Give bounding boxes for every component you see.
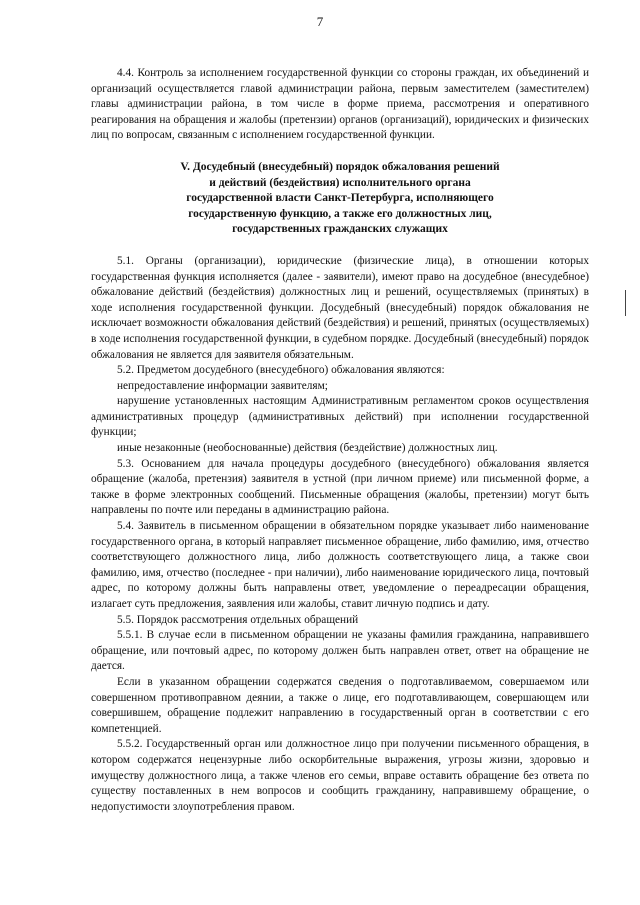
scan-edge-mark (625, 290, 626, 316)
paragraph-5-2: 5.2. Предметом досудебного (внесудебного) обжалования являются: (117, 364, 445, 377)
list-item: нарушение установленных настоящим Административным регламентом сроков осуществления административных процедур (административных действий) при исполнении государственной функции; (91, 395, 589, 439)
paragraph-4-4: 4.4. Контроль за исполнением государственной функции со стороны граждан, их объединений и организаций осуществляется главой администрации района, первым заместителем (заместителем) главы администрации района, в том числе в форме приема, рассмотрения и оперативного реагирования на обращения и жалобы (претензии) органов (организаций), юридических и физических лиц по вопросам, связанным с исполнением государственной функции. (91, 67, 589, 142)
page-number: 7 (316, 14, 324, 29)
section-heading-line: государственную функцию, а также его должностных лиц, (188, 207, 492, 220)
paragraph-5-5: 5.5. Порядок рассмотрения отдельных обращений (117, 613, 359, 626)
section-heading-line: государственной власти Санкт-Петербурга, исполняющего (186, 192, 494, 205)
paragraph-5-3: 5.3. Основанием для начала процедуры досудебного (внесудебного) обжалования является обращение (жалоба, претензия) заявителя в устной (при личном приеме) или письменной форме, а также в форме электронных сообщений. Письменные обращения (жалобы, претензии) могут быть направлены по почте или переданы в администрацию района. (91, 457, 589, 517)
paragraph-5-5-2: 5.5.2. Государственный орган или должностное лицо при получении письменного обращения, в котором содержатся нецензурные либо оскорбительные выражения, угрозы жизни, здоровью и имуществу должностного лица, а также членов его семьи, вправе оставить обращение без ответа по существу поставленных в нем вопросов и сообщить гражданину, направившему обращение, о недопустимости злоупотребления правом. (91, 738, 589, 813)
section-heading-line: и действий (бездействия) исполнительного органа (209, 176, 471, 189)
list-item: иные незаконные (необоснованные) действия (бездействие) должностных лиц. (117, 442, 498, 455)
paragraph-5-4: 5.4. Заявитель в письменном обращении в обязательном порядке указывает либо наименование государственного органа, в который направляет письменное обращение, либо фамилию, имя, отчество соответствующего должностного лица, либо должность соответствующего лица, а также свои фамилию, имя, отчество (последнее - при наличии), либо наименование юридического лица, почтовый адрес, по которому должны быть направлены ответ, уведомление о переадресации обращения, излагает суть предложения, заявления или жалобы, ставит личную подпись и дату. (91, 520, 589, 610)
paragraph-5-5-1: 5.5.1. В случае если в письменном обращении не указаны фамилия гражданина, направившего обращение, или почтовый адрес, по которому должен быть направлен ответ, ответ на обращение не дается. (91, 629, 589, 673)
section-heading-line: государственных гражданских служащих (232, 223, 448, 236)
section-heading (91, 160, 589, 238)
paragraph-5-1: 5.1. Органы (организации), юридические (физические лица), в отношении которых государственная функция исполняется (далее - заявители), имеют право на досудебное (внесудебное) обжалование действий (бездействия) должностных лиц и решений, осуществляемых (принятых) в ходе исполнения государственной функции. Досудебный (внесудебный) порядок обжалования не исключает возможности обжалования действий (бездействия) и решений, принятых (осуществляемых) в ходе исполнения государственной функции, в судебном порядке. Досудебный (внесудебный) порядок обжалования не является для заявителя обязательным. (91, 254, 590, 361)
list-item: непредоставление информации заявителям; (117, 379, 328, 392)
section-heading-line: V. Досудебный (внесудебный) порядок обжалования решений (180, 160, 500, 173)
document-body (91, 66, 589, 815)
paragraph-5-5-1-cont: Если в указанном обращении содержатся сведения о подготавливаемом, совершаемом или совершенном противоправном деянии, а также о лице, его подготавливающем, совершающем или совершившем, обращение подлежит направлению в государственный орган в соответствии с его компетенцией. (91, 675, 589, 735)
